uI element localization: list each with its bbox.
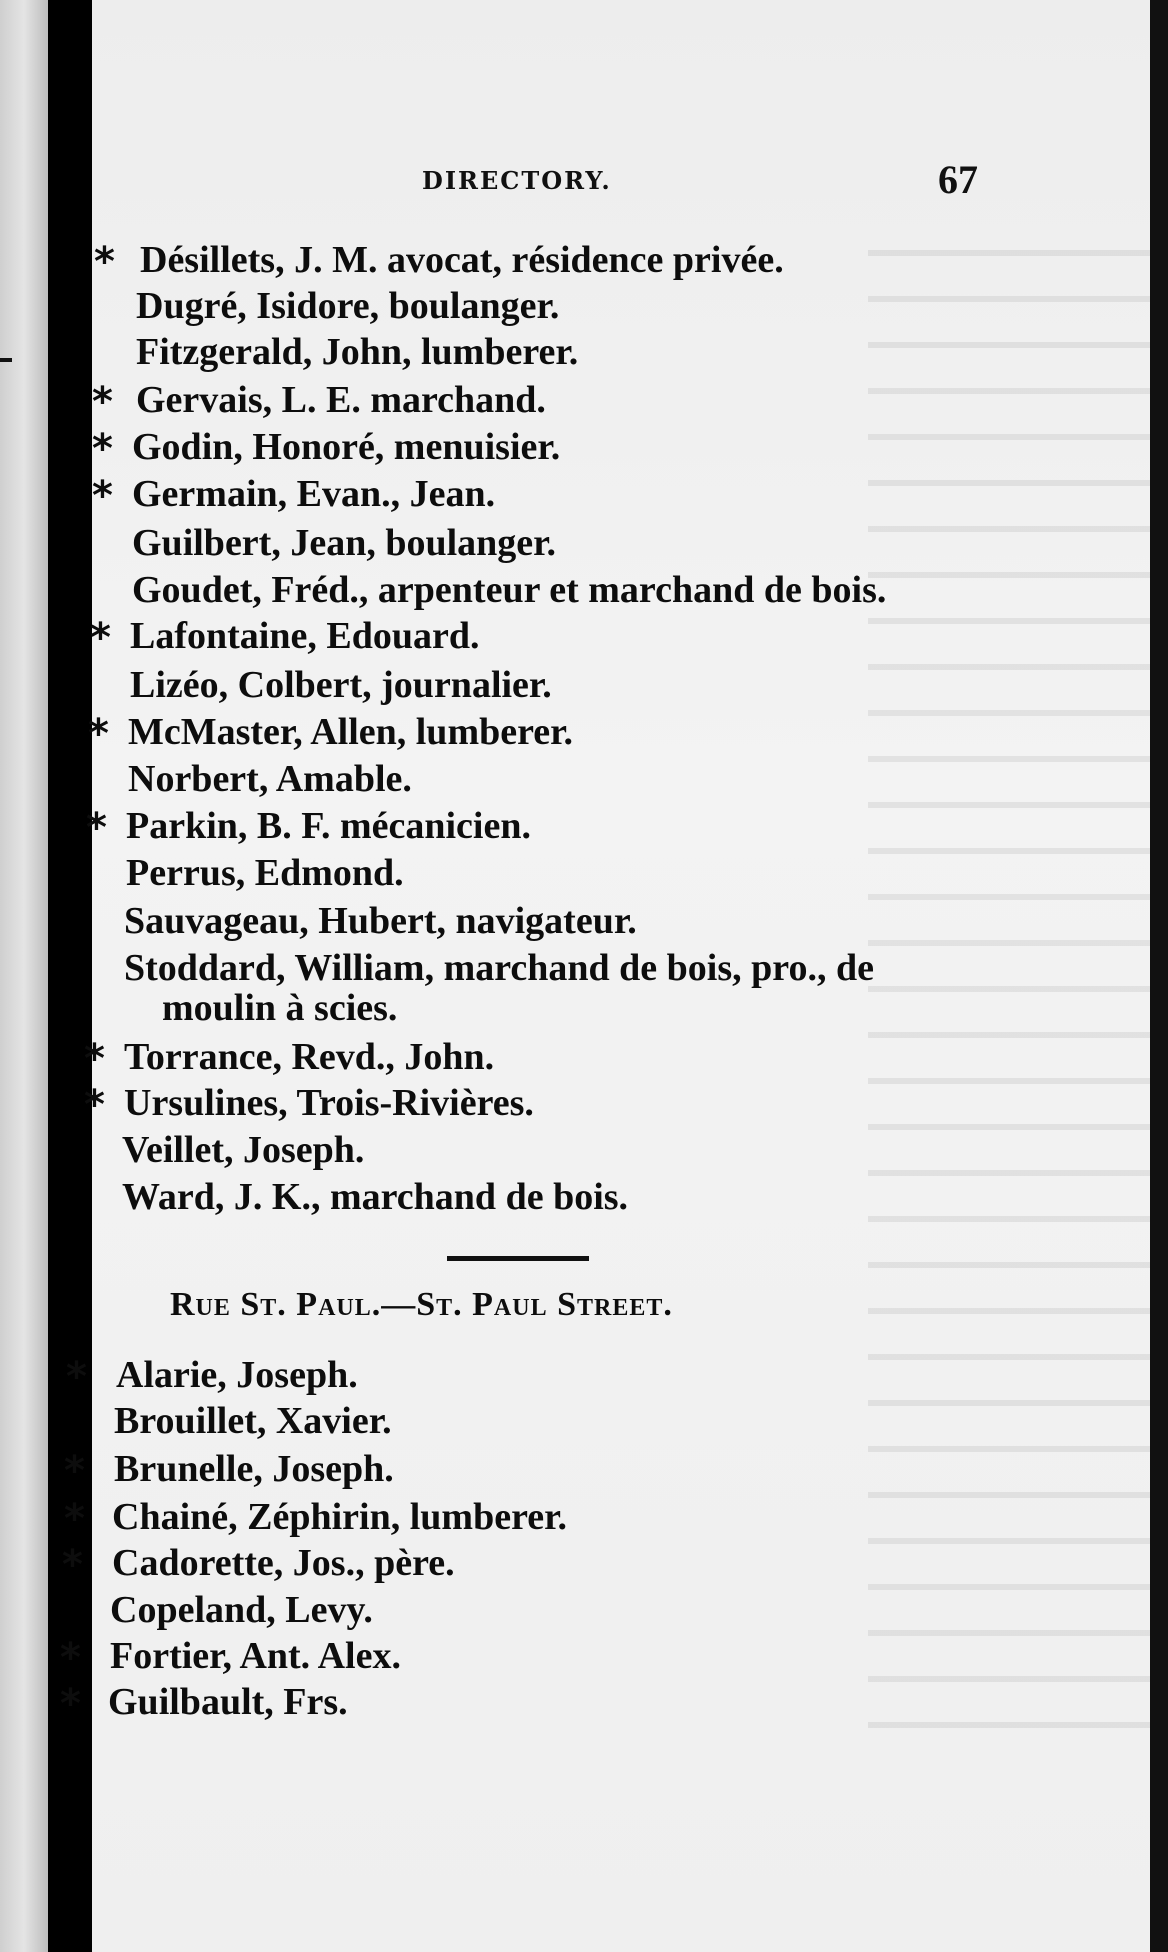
asterisk-marker: * <box>94 239 115 285</box>
entry-text: Sauvageau, Hubert, navigateur. <box>124 900 637 942</box>
asterisk-marker: * <box>88 711 109 757</box>
entry-text: Brunelle, Joseph. <box>114 1448 394 1490</box>
entry-text: McMaster, Allen, lumberer. <box>128 711 574 753</box>
entry-text: Ward, J. K., marchand de bois. <box>122 1176 629 1218</box>
entry-text: Désillets, J. M. avocat, résidence privée. <box>140 239 784 281</box>
entry-text: Torrance, Revd., John. <box>124 1036 495 1078</box>
asterisk-marker: * <box>60 1635 81 1681</box>
asterisk-marker: * <box>84 1036 105 1082</box>
adjacent-page-edge <box>0 0 48 1952</box>
entry-text: Copeland, Levy. <box>110 1589 373 1631</box>
entry-text: Norbert, Amable. <box>128 758 412 800</box>
asterisk-marker: * <box>86 805 107 851</box>
page-edge-shadow <box>1150 0 1168 1952</box>
asterisk-marker: * <box>66 1354 87 1400</box>
entry-text: Lizéo, Colbert, journalier. <box>130 664 552 706</box>
page-number: 67 <box>938 157 978 202</box>
bleed-through-text <box>868 230 1168 1730</box>
section-divider <box>447 1256 589 1261</box>
entry-text: Dugré, Isidore, boulanger. <box>136 285 560 327</box>
asterisk-marker: * <box>92 473 113 519</box>
asterisk-marker: * <box>60 1681 81 1727</box>
entry-text: Perrus, Edmond. <box>126 852 404 894</box>
entry-text: Goudet, Fréd., arpenteur et marchand de bois. <box>132 569 887 611</box>
entry-text: Brouillet, Xavier. <box>114 1400 392 1442</box>
entry-text: Stoddard, William, marchand de bois, pro., de <box>124 947 874 989</box>
running-title: DIRECTORY. <box>422 166 612 195</box>
section-heading: Rue St. Paul.—St. Paul Street. <box>170 1286 673 1323</box>
asterisk-marker: * <box>90 615 111 661</box>
entry-text: Gervais, L. E. marchand. <box>136 379 546 421</box>
entry-text: Lafontaine, Edouard. <box>130 615 480 657</box>
entry-text: Godin, Honoré, menuisier. <box>132 426 561 468</box>
entry-text: Parkin, B. F. mécanicien. <box>126 805 531 847</box>
entry-text: Fortier, Ant. Alex. <box>110 1635 401 1677</box>
asterisk-marker: * <box>64 1496 85 1542</box>
entry-text: Ursulines, Trois-Rivières. <box>124 1082 534 1124</box>
entry-text: Chainé, Zéphirin, lumberer. <box>112 1496 567 1538</box>
entry-text: Alarie, Joseph. <box>116 1354 358 1396</box>
entry-text: Veillet, Joseph. <box>122 1129 365 1171</box>
entry-text: Germain, Evan., Jean. <box>132 473 496 515</box>
entry-text: Guilbault, Frs. <box>108 1681 348 1723</box>
entry-text: Guilbert, Jean, boulanger. <box>132 522 557 564</box>
directory-page <box>60 0 1168 1952</box>
asterisk-marker: * <box>62 1542 83 1588</box>
entry-text: Fitzgerald, John, lumberer. <box>136 331 579 373</box>
page-header <box>92 157 1168 202</box>
asterisk-marker: * <box>92 426 113 472</box>
entry-text: moulin à scies. <box>162 987 398 1029</box>
asterisk-marker: * <box>64 1448 85 1494</box>
asterisk-marker: * <box>84 1082 105 1128</box>
margin-mark <box>0 358 12 362</box>
asterisk-marker: * <box>92 379 113 425</box>
entry-text: Cadorette, Jos., père. <box>112 1542 455 1584</box>
